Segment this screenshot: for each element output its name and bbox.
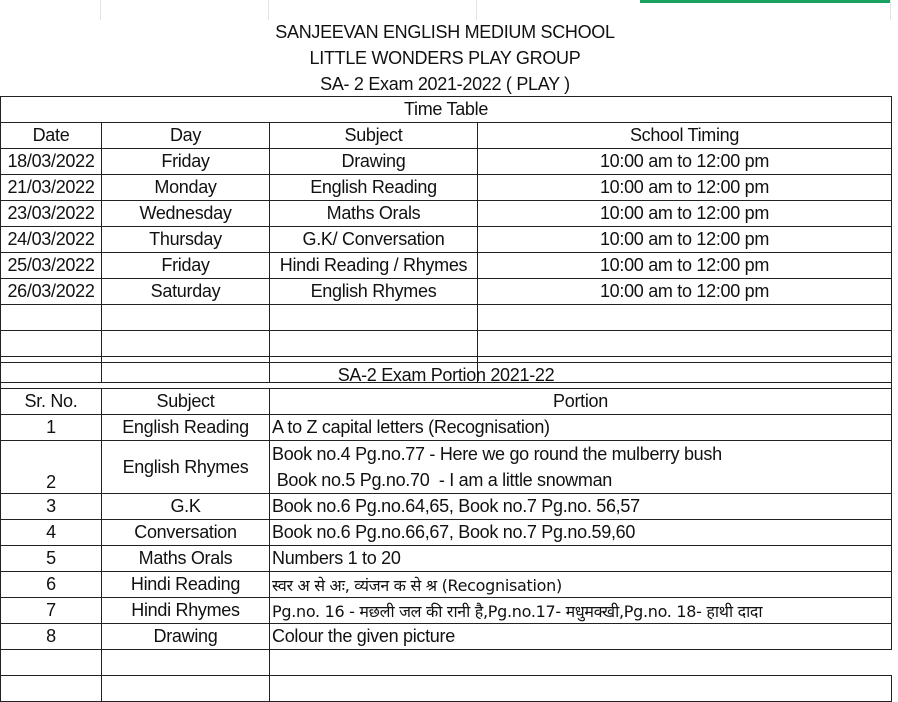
cell-portion[interactable]: A to Z capital letters (Recognisation) [270,415,892,441]
cell-sr-no[interactable]: 5 [1,546,102,572]
header-sr-no[interactable]: Sr. No. [1,389,102,415]
table-row [1,253,892,279]
cell-sr-no[interactable]: 2 [1,441,102,494]
cell-subject[interactable]: Drawing [102,624,270,650]
cell-subject[interactable]: English Reading [102,415,270,441]
table-row [1,598,892,624]
header-portion[interactable]: Portion [270,389,892,415]
empty-cell[interactable] [1,650,102,676]
cell-day[interactable]: Friday [102,253,270,279]
cell-subject[interactable]: Hindi Reading / Rhymes [270,253,478,279]
cell-subject[interactable]: English Reading [270,175,478,201]
header-day[interactable]: Day [102,123,270,149]
header-date[interactable]: Date [1,123,102,149]
timetable [0,96,892,383]
cell-subject[interactable]: Maths Orals [270,201,478,227]
table-row [1,546,892,572]
cell-day[interactable]: Friday [102,149,270,175]
cell-day[interactable]: Monday [102,175,270,201]
cell-sr-no[interactable]: 1 [1,415,102,441]
cell-subject[interactable]: Maths Orals [102,546,270,572]
empty-cell[interactable] [102,676,270,702]
empty-cell[interactable] [102,305,270,331]
empty-cell[interactable] [270,331,478,357]
table-row [1,441,892,494]
table-row [1,624,892,650]
cell-portion[interactable]: Numbers 1 to 20 [270,546,892,572]
group-name[interactable]: LITTLE WONDERS PLAY GROUP [309,47,581,68]
cell-subject[interactable]: Conversation [102,520,270,546]
cell-sr-no[interactable]: 8 [1,624,102,650]
empty-cell[interactable] [1,331,102,357]
empty-row [1,676,892,702]
timetable-title[interactable]: Time Table [1,97,892,123]
school-name[interactable]: SANJEEVAN ENGLISH MEDIUM SCHOOL [275,21,615,42]
empty-cell[interactable] [270,305,478,331]
empty-cell[interactable] [102,650,270,676]
cell-subject[interactable]: Hindi Reading [102,572,270,598]
cell-sr-no[interactable]: 4 [1,520,102,546]
header-school-timing[interactable]: School Timing [478,123,892,149]
selection-highlight [640,0,890,3]
empty-cell[interactable] [1,305,102,331]
cell-day[interactable]: Saturday [102,279,270,305]
cell-timing[interactable]: 10:00 am to 12:00 pm [478,227,892,253]
empty-cell[interactable] [1,676,102,702]
cell-day[interactable]: Wednesday [102,201,270,227]
cell-date[interactable]: 26/03/2022 [1,279,102,305]
table-row [1,227,892,253]
table-row [1,572,892,598]
cell-date[interactable]: 25/03/2022 [1,253,102,279]
portion-title[interactable]: SA-2 Exam Portion 2021-22 [1,363,892,389]
cell-timing[interactable]: 10:00 am to 12:00 pm [478,201,892,227]
table-row [1,175,892,201]
cell-timing[interactable]: 10:00 am to 12:00 pm [478,253,892,279]
empty-row [1,331,892,357]
empty-cell[interactable] [270,676,892,702]
cell-portion[interactable]: Pg.no. 16 - मछली जल की रानी है,Pg.no.17- मधुमक्खी,Pg.no. 18- हाथी दादा [270,598,892,624]
empty-cell[interactable] [102,331,270,357]
cell-subject[interactable]: G.K/ Conversation [270,227,478,253]
empty-row [1,650,892,676]
cell-subject[interactable]: Hindi Rhymes [102,598,270,624]
cell-date[interactable]: 18/03/2022 [1,149,102,175]
cell-date[interactable]: 21/03/2022 [1,175,102,201]
cell-sr-no[interactable]: 3 [1,494,102,520]
cell-portion[interactable]: Book no.6 Pg.no.64,65, Book no.7 Pg.no. 56,57 [270,494,892,520]
cell-timing[interactable]: 10:00 am to 12:00 pm [478,279,892,305]
table-row [1,494,892,520]
table-row [1,520,892,546]
cell-subject[interactable]: G.K [102,494,270,520]
cell-subject[interactable]: English Rhymes [102,441,270,494]
cell-portion[interactable]: स्वर अ से अः, व्यंजन क से श्र (Recognisation) [270,572,892,598]
empty-cell[interactable] [270,650,892,676]
portion-line: Book no.5 Pg.no.70 - I am a little snowman [272,470,612,490]
empty-cell[interactable] [478,331,892,357]
cell-day[interactable]: Thursday [102,227,270,253]
cell-sr-no[interactable]: 7 [1,598,102,624]
cell-subject[interactable]: Drawing [270,149,478,175]
cell-date[interactable]: 24/03/2022 [1,227,102,253]
table-row [1,201,892,227]
cell-portion[interactable]: Book no.6 Pg.no.66,67, Book no.7 Pg.no.59,60 [270,520,892,546]
header-subject[interactable]: Subject [102,389,270,415]
sheet-gridlines [0,0,898,20]
table-row [1,149,892,175]
cell-timing[interactable]: 10:00 am to 12:00 pm [478,149,892,175]
table-row [1,415,892,441]
empty-cell[interactable] [478,305,892,331]
exam-title[interactable]: SA- 2 Exam 2021-2022 ( PLAY ) [320,73,570,94]
cell-subject[interactable]: English Rhymes [270,279,478,305]
cell-timing[interactable]: 10:00 am to 12:00 pm [478,175,892,201]
table-row [1,279,892,305]
portion-table [0,362,892,702]
cell-portion[interactable] [270,441,892,494]
header-subject[interactable]: Subject [270,123,478,149]
cell-portion[interactable]: Colour the given picture [270,624,892,650]
portion-line: Book no.4 Pg.no.77 - Here we go round the mulberry bush [272,444,722,464]
cell-sr-no[interactable]: 6 [1,572,102,598]
cell-date[interactable]: 23/03/2022 [1,201,102,227]
empty-row [1,305,892,331]
